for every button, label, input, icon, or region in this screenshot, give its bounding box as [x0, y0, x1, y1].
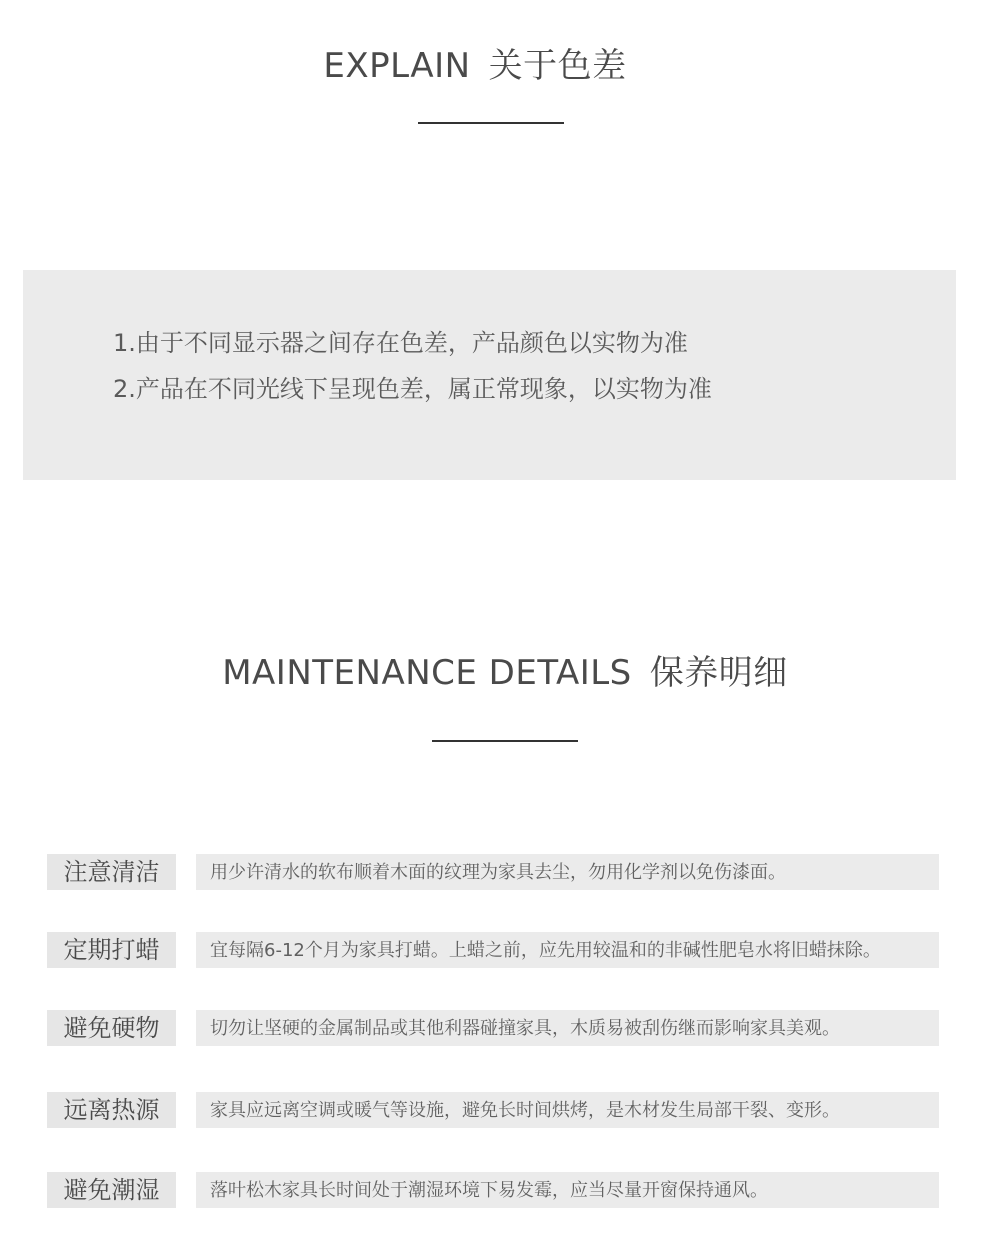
maintenance-item [47, 854, 939, 892]
notice-line-2: 2.产品在不同光线下呈现色差，属正常现象，以实物为准 [113, 375, 712, 403]
maintenance-item-text: 宜每隔6-12个月为家具打蜡。上蜡之前，应先用较温和的非碱性肥皂水将旧蜡抹除。 [196, 932, 939, 968]
explain-title [0, 38, 970, 87]
maintenance-item-label: 远离热源 [47, 1092, 176, 1128]
color-difference-notice [23, 270, 956, 480]
maintenance-item-label: 避免潮湿 [47, 1172, 176, 1208]
maintenance-item [47, 932, 939, 970]
maintenance-item-text: 用少许清水的软布顺着木面的纹理为家具去尘，勿用化学剂以免伤漆面。 [196, 854, 939, 890]
maintenance-item-text: 切勿让坚硬的金属制品或其他利器碰撞家具，木质易被刮伤继而影响家具美观。 [196, 1010, 939, 1046]
maintenance-item-label: 定期打蜡 [47, 932, 176, 968]
maintenance-item-label: 注意清洁 [47, 854, 176, 890]
maintenance-title-divider [432, 740, 578, 742]
notice-line-1: 1.由于不同显示器之间存在色差，产品颜色以实物为准 [113, 329, 688, 357]
maintenance-item [47, 1172, 939, 1210]
maintenance-item-text: 家具应远离空调或暖气等设施，避免长时间烘烤，是木材发生局部干裂、变形。 [196, 1092, 939, 1128]
maintenance-title-en: MAINTENANCE DETAILS [222, 653, 632, 693]
explain-title-divider [418, 122, 564, 124]
maintenance-item [47, 1092, 939, 1130]
explain-title-en: EXPLAIN [323, 46, 471, 86]
maintenance-item [47, 1010, 939, 1048]
maintenance-title-cn: 保养明细 [649, 653, 788, 693]
maintenance-item-text: 落叶松木家具长时间处于潮湿环境下易发霉，应当尽量开窗保持通风。 [196, 1172, 939, 1208]
maintenance-title [10, 645, 990, 694]
maintenance-item-label: 避免硬物 [47, 1010, 176, 1046]
explain-title-cn: 关于色差 [488, 46, 627, 86]
